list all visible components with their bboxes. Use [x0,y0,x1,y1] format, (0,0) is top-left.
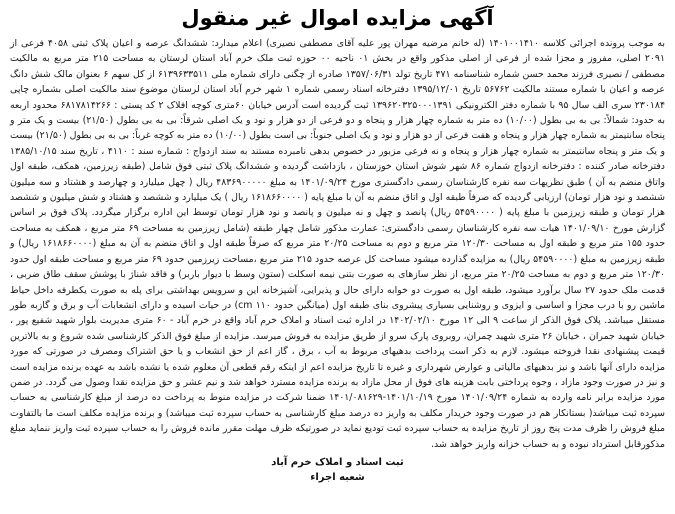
notice-paragraph: به موجب پرونده اجرائی کلاسه ۱۴۰۱۰۰۱۴۱۰ (له خانم مرضیه مهران پور علیه آقای مصطفی نصیری) اعلام میدارد: ششدانگ عرصه و اعیان پلاک ثبتی ۴۰۵۸ فرعی از ۲۰۹۱ اصلی، مفروز و مجزا شده از فرعی از اصلی مذکور واقع در بخش ۰۱ ناحیه ۰۰ حوزه ثبت ملک خرم آباد استان لرستان به مساحت ۲۱۵ متر مربع به مالکیت مصطفی / نصیری فرزند محمد حسن شماره شناسنامه ۴۷۱ تاریخ تولد ۱۳۵۷/۰۶/۳۱ صادره از چگنی دارای شماره ملی ۶۱۳۹۶۳۳۵۱۱ از کل سهم ۶ بعنوان مالک شش دانگ عرصه و اعیان با شماره مستند مالکیت ۵۶۷۶۲ تاریخ ۱۳۹۵/۱۲/۰۱ دفترخانه اسناد رسمی شماره ۱ شهر خرم آباد استان لرستان موضوع سند مالکیت اصلی بشماره چاپی ۲۳۰۱۸۴ سری الف سال ۹۵ با شماره دفتر الکترونیکی ۱۳۹۶۲۰۳۲۵۰۰۰۱۳۹۱ ثبت گردیده است آدرس خیابان ۶۰متری کوچه افلاک ۲ کد پستی : ۶۸۱۷۸۱۴۲۶۶ محدود اربعه به حدود: شمالاً: بی به بی بطول (۱۰/۰۰) ده متر به شماره چهار هزار و پنجاه و دو فرعی از دو هزار و نود و یک اصلی شرقاً: بی به بی بطول (۲۱/۵۰) بیست و یک متر و پنجاه سانتیمتر به شماره چهار هزار و پنجاه و هفت فرعی از دو هزار و نود و یک اصلی جنوباً: بی است بطول (۱۰/۰۰) ده متر به کوچه غرباً: بی به بی بطول (۲۱/۵۰) بیست و یک متر و پنجاه سانتیمتر به شماره چهار هزار و پنجاه و نه فرعی مزبور در خصوص بدهی نامبرده مستند به سند ازدواج : شماره سند : ۴۱۱۰ ، تاریخ سند ۱۳۸۵/۱۰/۱۵ دفترخانه صادر کننده : دفترخانه ازدواج شماره ۸۶ شهر شوش استان خوزستان ، بازداشت گردیده و ششدانگ پلاک ثبتی فوق شامل (طبقه زیرزمین، همکف، طبقه اول واتاق منضم به آن ) طبق نظریهات سه نفره کارشناسان رسمی دادگستری مورخ ۱۴۰۱/۰۹/۲۴ به مبلغ ۴۸۳۶۹۰۰۰۰۰ ریال ( چهل میلیارد و چهارصد و هشتاد و سه میلیون ششصد و نود هزار تومان) ارزیابی گردیده که صرفاً طبقه اول و اتاق منضم به آن با مبلغ پایه ( ۱۶۱۸۶۶۰۰۰۰ ریال ) یک میلیارد و ششصد و هشتاد و شش میلیون و ششصد هزار تومان و طبقه زیرزمین با مبلغ پایه ( ۵۴۵۹۰۰۰۰ ریال) پانصد و چهل و نه میلیون و پانصد و نود هزار تومان توسط این اداره برگزار میگردد. پلاک فوق بر اساس گزارش مورخ ۱۴۰۱/۰۹/۱۰ هیات سه نفره کارشناسان رسمی دادگستری: عمارت مذکور شامل چهار طبقه (شامل زیرزمین به مساحت ۶۹ متر مربع ، همکف به مساحت حدود ۱۵۵ متر مربع و طبقه اول به مساحت ۱۲۰/۳۰ متر مربع و دوم به مساحت ۲۰/۲۵ متر مربع که صرفاً طبقه اول و اتاق منضم به آن به مبلغ (۱۶۱۸۶۶۰۰۰۰ ریال) و طبقه زیرزمین به مبلغ (۵۴۵۹۰۰۰۰ ریال) به مزایده گذارده میشود مساحت کل عرصه حدود ۲۱۵ متر مربع ،مساحت زیرزمین حدود ۶۹ متر مربع و مساحت طبقه اول حدود ۱۲۰/۳۰ متر مربع و دوم به مساحت ۲۰/۲۵ متر مربع، از نظر سازهای به صورت بتنی نیمه اسکلت (ستون وسط با دیوار باربر) و فاقد شناژ با پوشش سقف طاق ضربی ، قدمت ملک حدود ۲۷ سال برآورد میشود، طبقه اول به صورت دو خوابه دارای حال و پذیرایی، آشپزخانه این و سرویس بهداشتی برای پله به صورت یکطرفه داخل حیاط ماشین رو با درب مجزا و اساسی و ایزوی و روشنایی بسیاری پیشروی بنای طبقه اول (میانگین حدود cm ۱۱۰) در حیات اسیده و دارای انشعابات آب و برق و گازبه طور مستقل میباشد. پلاک فوق الذکر از ساعت ۹ الی ۱۲ مورخ ۱۴۰۲/۰۲/۱۰ در اداره ثبت اسناد و املاک خرم آباد واقع در خرم آباد - ۶۰ متری مدیریت بلوار شهید شفیع پور ، خیابان شهید جمران ، خیابان ۲۶ متری شهید چمران، روبروی پارک سرو از طریق مزایده به فروش میرسد. مزایده از مبلغ فوق الذکر کارشناسی شده شروع و به بالاترین قیمت پیشنهادی نقدا فروخته میشود. لازم به ذکر است پرداخت بدهیهای مربوط به آب ، برق ، گاز اعم از حق انشعاب و یا حق اشتراک ومصرف در صورتی که مورد مزایده دارای آنها باشد و نیز بدهیهای مالیاتی و عوارض شهرداری و غیره تا تاریخ مزایده اعم از اینکه رقم قطعی آن معلوم شده یا نشده باشد به عهده برنده مزایده است و نیز در صورت وجود مازاد ، وجوه پرداختی بابت هزینه های فوق از محل مازاد به برنده مزایده مسترد خواهد شد و نیم عشر و حق مزایده نقدا وصول می گردد. در ضمن مورد مزایده برابر نامه وارده به شماره ۱۴۰۱/۰۹/۲۴ مورخ ۱۴۰۱/۱۰/۱۹-۱۴۰۱/۰۸۱۶۲۹ ضمنا شرکت در مزایده منوط به پرداخت ده درصد از مبلغ کارشناسی به حساب سپرده ثبت میباشد( بستانکار هم در صورت وجود خریدار مکلف به واریز ده درصد مبلغ کارشناسی به حساب سپرده ثبت میباشد) و برنده مزایده مکلف است ما بالتفاوت مبلغ فروش را ظرف مدت پنج روز از تاریخ مزایده به حساب سپرده ثبت تودیع نماید در صورتیکه ظرف مهلت مقرر مانده فروش را به حساب سپرده ثبت واریز ننماید مبلغ مذکورقابل استرداد نبوده و به حساب خزانه واریز خواهد شد. [10,38,666,450]
notice-title: آگهی مزایده اموال غیر منقول [181,6,494,30]
notice-body [10,36,665,452]
notice-signature [10,455,665,485]
signature-branch: شعبه اجراء [310,471,365,483]
signature-office: ثبت اسناد و املاک خرم آباد [271,456,404,468]
